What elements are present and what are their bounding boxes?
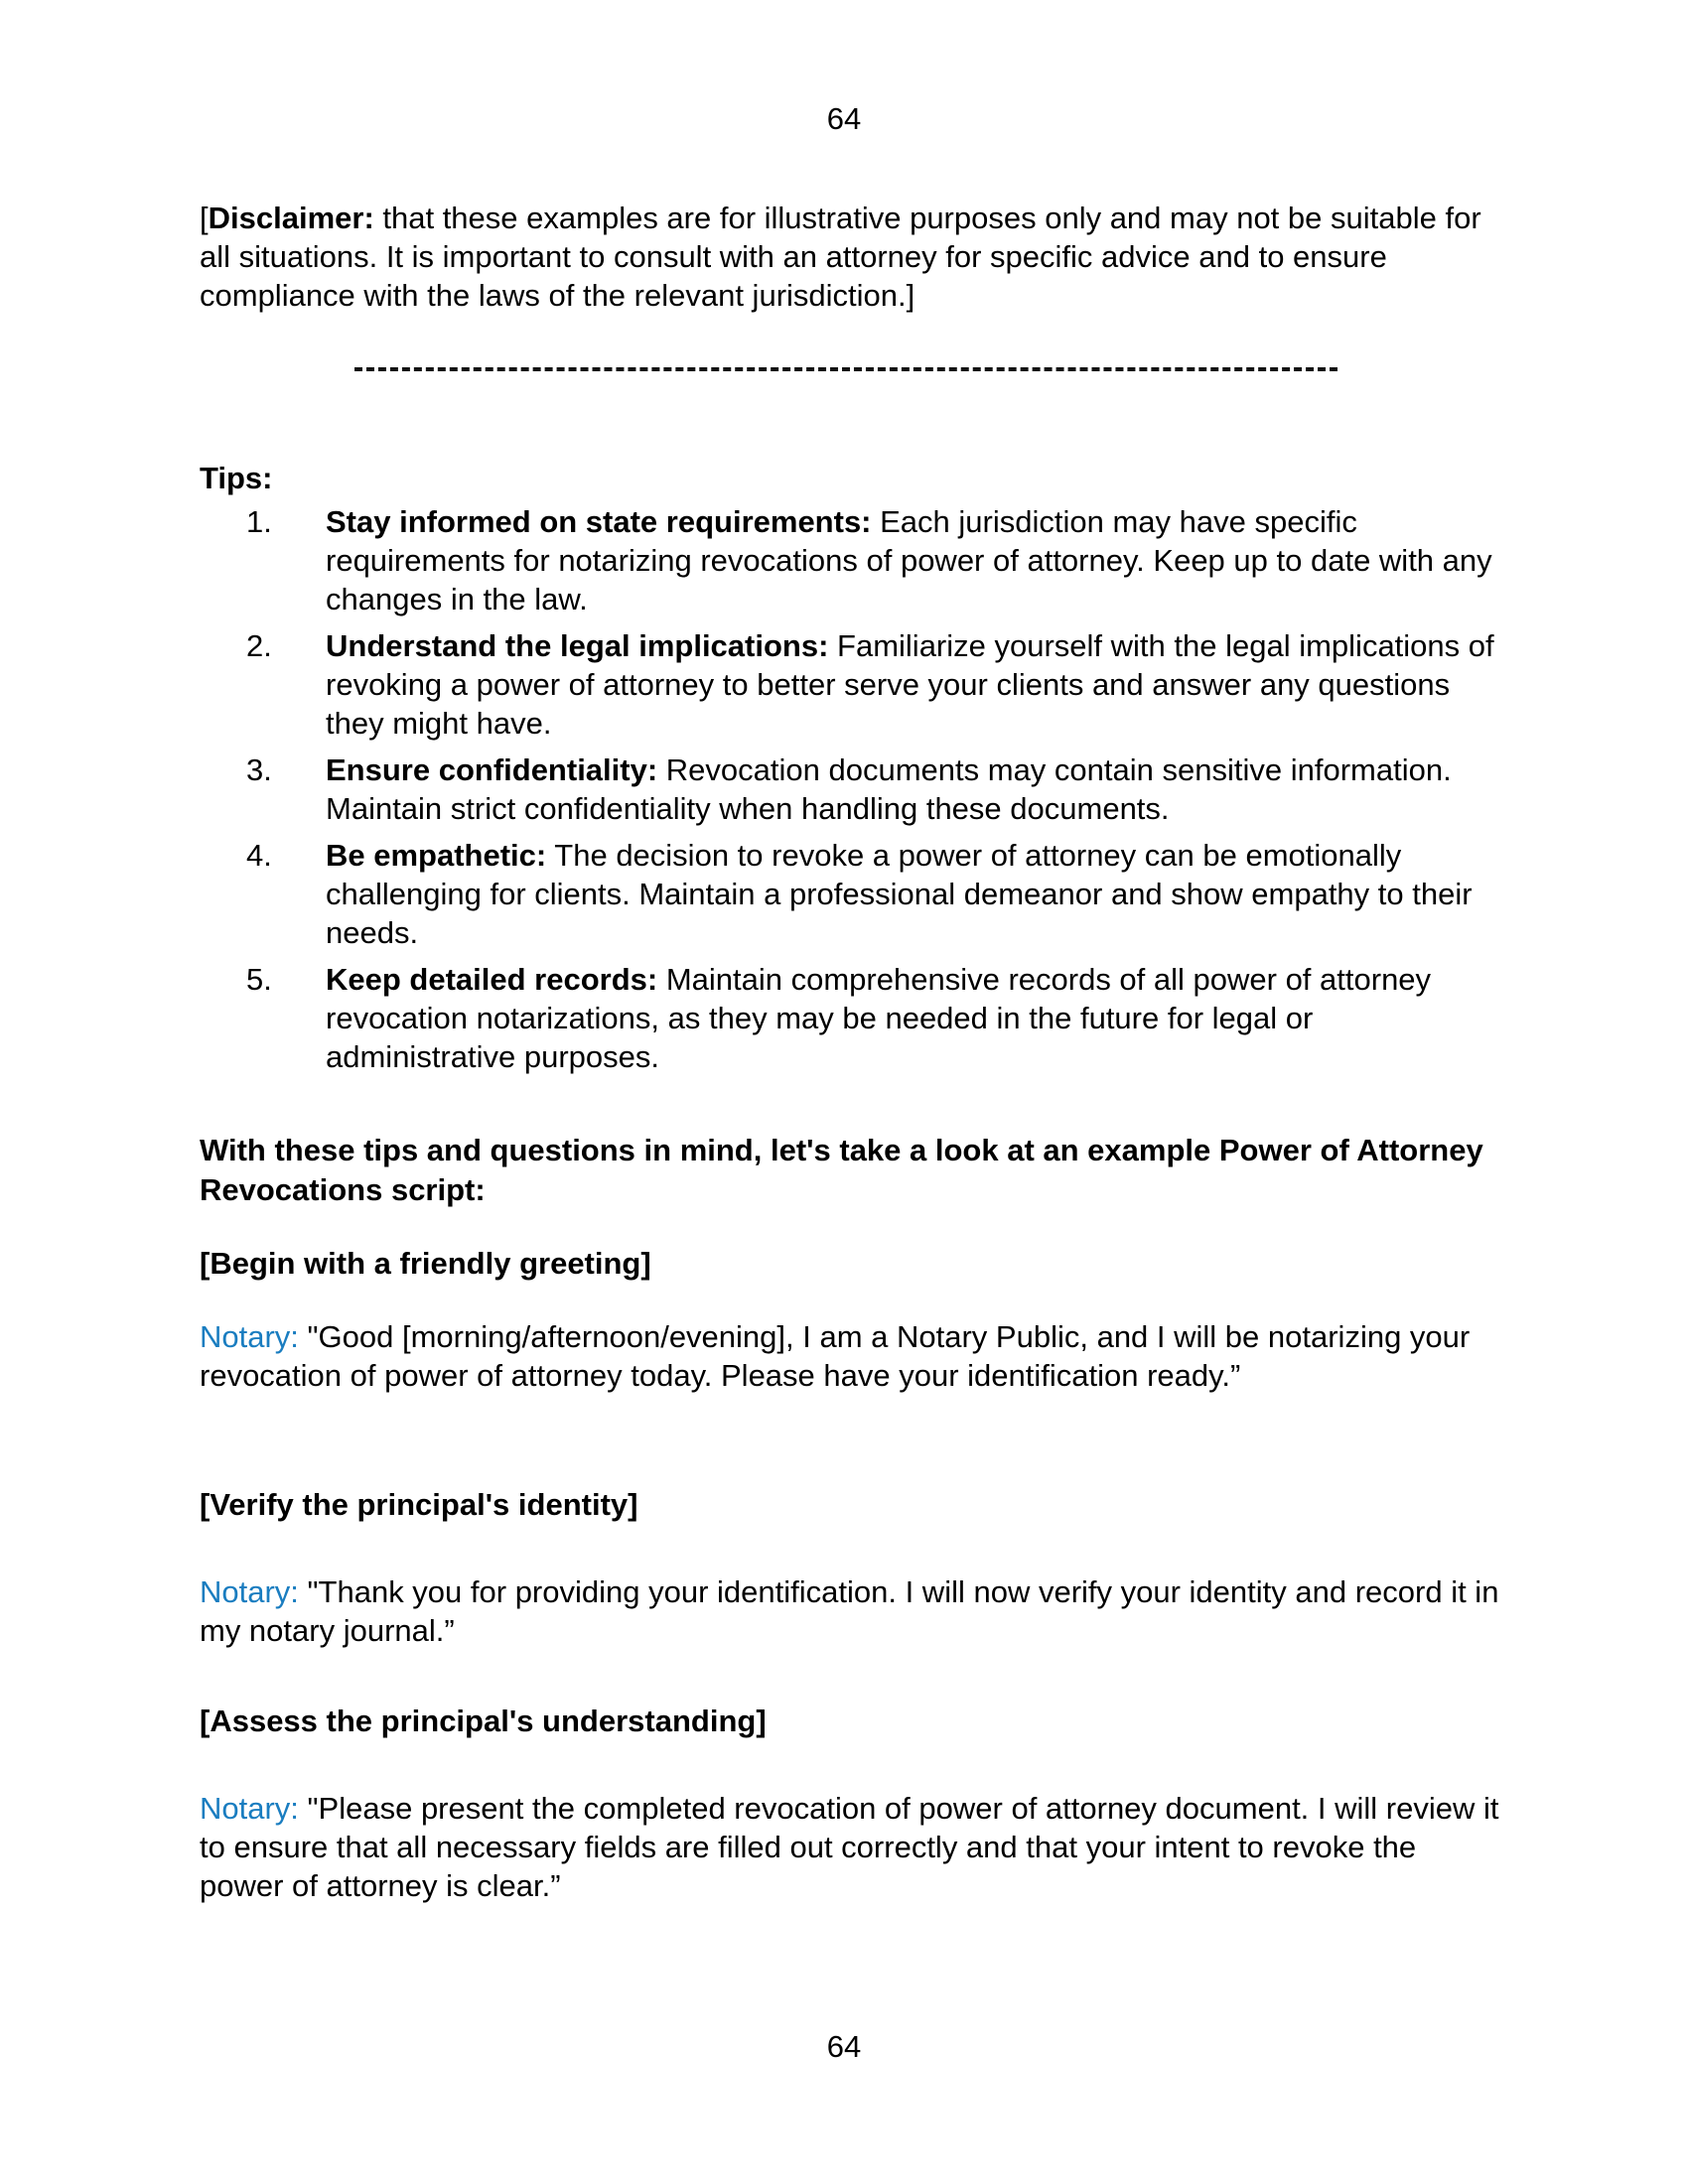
tip-item	[200, 960, 1500, 1076]
speech-text: "Please present the completed revocation of power of attorney document. I will review it to ensure that all necessary fields are filled out correctly and that your intent to revoke the power of attorney is clear.”	[200, 1791, 1499, 1903]
tips-list	[200, 502, 1500, 1084]
tip-number: 3.	[246, 752, 272, 787]
tip-text: Familiarize yourself with the legal implications of revoking a power of attorney to better serve your clients and answer any questions they might have.	[326, 628, 1494, 741]
speech-text: "Thank you for providing your identification. I will now verify your identity and record it in my notary journal.”	[200, 1574, 1499, 1648]
disclaimer-open-bracket: [	[200, 201, 209, 235]
tip-text: Revocation documents may contain sensitive information. Maintain strict confidentiality when handling these documents.	[326, 752, 1452, 826]
tip-item	[200, 751, 1500, 828]
tip-number: 2.	[246, 628, 272, 663]
speech-text: "Good [morning/afternoon/evening], I am a Notary Public, and I will be notarizing your revocation of power of attorney today. Please have your identification ready.”	[200, 1319, 1471, 1393]
tip-text: The decision to revoke a power of attorney can be emotionally challenging for clients. Maintain a professional demeanor and show empathy to their needs.	[326, 838, 1473, 950]
speaker-label: Notary:	[200, 1574, 299, 1609]
script-heading: [Begin with a friendly greeting]	[200, 1246, 651, 1281]
tip-number: 4.	[246, 838, 272, 873]
script-line	[200, 1789, 1500, 1905]
disclaimer	[200, 199, 1500, 315]
tip-title: Understand the legal implications:	[326, 628, 829, 663]
tip-text: Maintain comprehensive records of all power of attorney revocation notarizations, as they may be needed in the future for legal or administrative purposes.	[326, 962, 1432, 1074]
tip-title: Ensure confidentiality:	[326, 752, 658, 787]
script-heading: [Verify the principal's identity]	[200, 1487, 638, 1522]
script-line	[200, 1317, 1500, 1395]
tip-item	[200, 626, 1500, 743]
speaker-label: Notary:	[200, 1319, 299, 1354]
disclaimer-label: Disclaimer:	[208, 201, 374, 235]
script-lead-in: With these tips and questions in mind, let's take a look at an example Power of Attorney Revocations script:	[200, 1133, 1483, 1207]
tip-item	[200, 836, 1500, 952]
section-divider	[354, 367, 1337, 371]
disclaimer-text: that these examples are for illustrative purposes only and may not be suitable for all situations. It is important to consult with an attorney for specific advice and to ensure compliance with the laws of the relevant jurisdiction.]	[200, 201, 1481, 313]
tip-title: Be empathetic:	[326, 838, 547, 873]
tip-number: 5.	[246, 962, 272, 997]
tip-item	[200, 502, 1500, 618]
page-number-bottom: 64	[826, 2029, 862, 2064]
tip-text: Each jurisdiction may have specific requirements for notarizing revocations of power of attorney. Keep up to date with any changes in the law.	[326, 504, 1492, 616]
script-line	[200, 1572, 1500, 1650]
tip-title: Stay informed on state requirements:	[326, 504, 872, 539]
tip-number: 1.	[246, 504, 272, 539]
script-heading: [Assess the principal's understanding]	[200, 1704, 767, 1738]
tip-title: Keep detailed records:	[326, 962, 658, 997]
page-number-top: 64	[826, 101, 862, 136]
speaker-label: Notary:	[200, 1791, 299, 1826]
tips-title: Tips:	[200, 461, 273, 495]
